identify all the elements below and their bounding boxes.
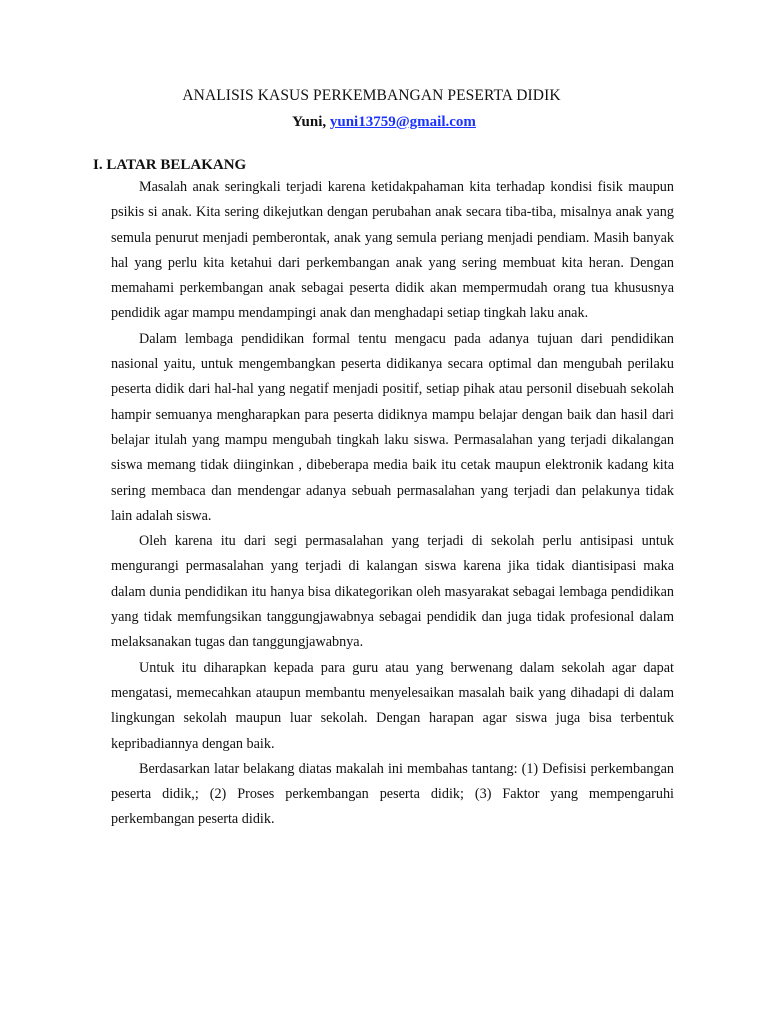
document-title: ANALISIS KASUS PERKEMBANGAN PESERTA DIDIK	[182, 87, 561, 104]
section-heading: I. LATAR BELAKANG	[93, 157, 247, 173]
paragraph-4: Untuk itu diharapkan kepada para guru atau yang berwenang dalam sekolah agar dapat mengatasi, memecahkan ataupun membantu menyelesaikan masalah baik yang dihadapi di dalam lingkungan sekolah maupun luar sekolah. Dengan harapan agar siswa juga bisa terbentuk kepribadiannya dengan baik.	[111, 659, 674, 752]
section-body	[111, 175, 674, 833]
paragraph-1: Masalah anak seringkali terjadi karena ketidakpahaman kita terhadap kondisi fisik maupun psikis si anak. Kita sering dikejutkan dengan perubahan anak secara tiba-tiba, misalnya anak yang semula penurut menjadi pemberontak, anak yang semula periang menjadi pendiam. Masih banyak hal yang perlu kita ketahui dari perkembangan anak yang sering membuat kita heran. Dengan memahami perkembangan anak sebagai peserta didik akan mempermudah orang tua khususnya pendidik agar mampu mendampingi anak dan menghadapi setiap tingkah laku anak.	[111, 179, 674, 322]
author-name: Yuni,	[292, 114, 327, 130]
author-line	[0, 112, 768, 132]
paragraph-3: Oleh karena itu dari segi permasalahan yang terjadi di sekolah perlu antisipasi untuk mengurangi permasalahan yang terjadi di kalangan siswa karena jika tidak diantisipasi maka dalam dunia pendidikan itu hanya bisa dikategorikan oleh masyarakat sebagai lembaga pendidikan yang tidak memfungsikan tanggungjawabnya sebagai pendidik dan juga tidak profesional dalam melaksanakan tugas dan tanggungjawabnya.	[111, 533, 674, 651]
author-email-link[interactable]: yuni13759@gmail.com	[329, 114, 476, 130]
paragraph-2: Dalam lembaga pendidikan formal tentu mengacu pada adanya tujuan dari pendidikan nasional yaitu, untuk mengembangkan peserta didikanya secara optimal dan mengubah perilaku peserta didik dari hal-hal yang negatif menjadi positif, setiap pihak atau personil disebuah sekolah hampir semuanya mengharapkan para peserta didiknya mampu belajar dengan baik dan hasil dari belajar itulah yang mampu mengubah tingkah laku siswa. Permasalahan yang terjadi dikalangan siswa memang tidak diinginkan , dibeberapa media baik itu cetak maupun elektronik kadang kita sering membaca dan mendengar adanya sebuah permasalahan yang terjadi dan pelakunya tidak lain adalah siswa.	[111, 330, 674, 524]
paragraph-5: Berdasarkan latar belakang diatas makalah ini membahas tantang: (1) Defisisi perkembangan peserta didik,; (2) Proses perkembangan peserta didik; (3) Faktor yang mempengaruhi perkembangan peserta didik.	[111, 760, 674, 828]
